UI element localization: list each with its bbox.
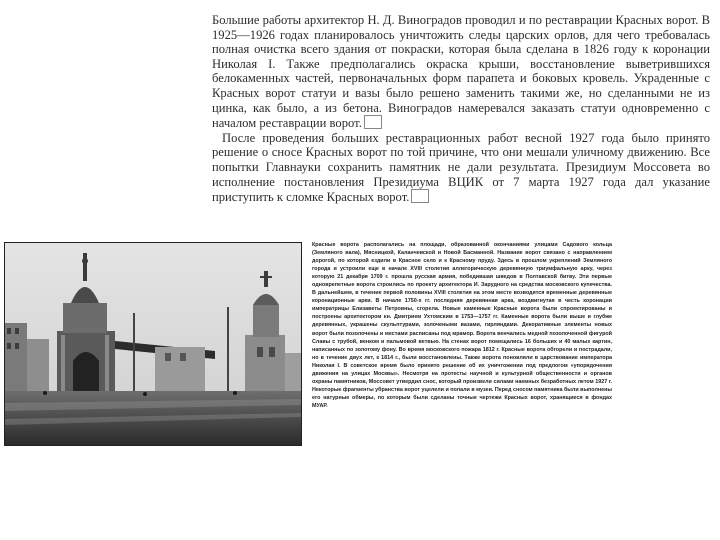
paragraph-restoration-text: Большие работы архитектор Н. Д. Виноградов проводил и по реставрации Красных ворот. В 1925—1926 годах планировалось уничтожить следы царских орлов, для чего требовалась полная очистка всего здания от покраски, которая была сделана в 1826 году к коронации Николая I. Также предполагались окраска крыши, восстановление выветрившихся белокаменных частей, первоначальных форм парапета и боковых кровель. Украденные с Красных ворот статуи и вазы было решено заменить такими же, но сделанными не из цинка, как было, а из бетона. Виноградов намеревался заказать статуи одновременно с началом реставрации ворот. — [212, 13, 710, 131]
audio-marker-icon[interactable] — [411, 189, 429, 203]
paragraph-demolition-text: После проведения больших реставрационных работ весной 1927 года было принято решение о сносе Красных ворот по той причине, что они мешали уличному движению. Все попытки Главнауки сохранить памятник не дали результата. Президиум Моссовета во исполнение постановления Президиума ВЦИК от 7 марта 1927 года дал указание приступить к сломке Красных ворот. — [212, 130, 710, 205]
paragraph-demolition — [212, 131, 710, 205]
photo-red-gate-illustration — [5, 243, 301, 445]
audio-marker-icon[interactable] — [364, 115, 382, 129]
paragraph-restoration — [212, 13, 710, 131]
photo-caption: Красные ворота располагались на площади, образованной окончаниями улицами Садового кольца (Земляного вала), Мясницкой, Каланчевской и Новой Басманной. Название ворот связано с направлением дорогой, по которой ездили в Красное село и к Красному пруду. Здесь в прошлом укреплений Земляного города и устроили еще в начале XVIII столетия аллегорическую деревянную триумфальную арку, через которую 21 декабря 1709 г. прошла русская армия, победившая шведов в Полтавской битву. Эти первые одноврепетные ворота строились по проекту архитектора И. Зарудного на средства московского купечества. В дальнейшем, в течение первой половины XVIII столетия на этом месте возводятся временные деревянные коронационные арки. В начале 1750-х гг. последняя деревянная арка, воздвигнутая в честь коронации императрицы Елизаветы Петровны, сгорела. Новые каменные Красные ворота были спроектированы и построены архитектором кн. Дмитрием Ухтомским в 1753—1757 гг. Каменные ворота были выше и глубже деревянных, украшены скульптурами, золочеными вазами, гирляндами. Декоративные элементы новых ворот были позолочены и местами расписаны под мрамор. Ворота венчались медной позолоченной фигурой Славы с трубой, венком и пальмовой ветвью. На стенах ворот помещались 16 больших и 40 малых картин, написанных по золотому фону. Во время московского пожара 1812 г. Красные ворота обгорели и пострадали, но в течение двух лет, к 1814 г., были восстановлены. Также ворота поновляли в царствование императора Николая I. В советское время было принято решение об их уничтожении под предлогом «упорядочения движения на улицах Москвы». Несмотря на протесты научной и культурной общественности и органов охраны памятников, Моссовет утвердил снос, который произвели силами наемных безработных летом 1927 г. Некоторые фрагменты убранства ворот уцелели и попали в музеи. Перед сносом памятника были выполнены его натурные обмеры, по которым были сделаны точные чертежи Красных ворот, хранящиеся в фондах МУАР. — [312, 242, 612, 409]
main-text-block — [212, 13, 710, 205]
historical-photo — [4, 242, 302, 446]
